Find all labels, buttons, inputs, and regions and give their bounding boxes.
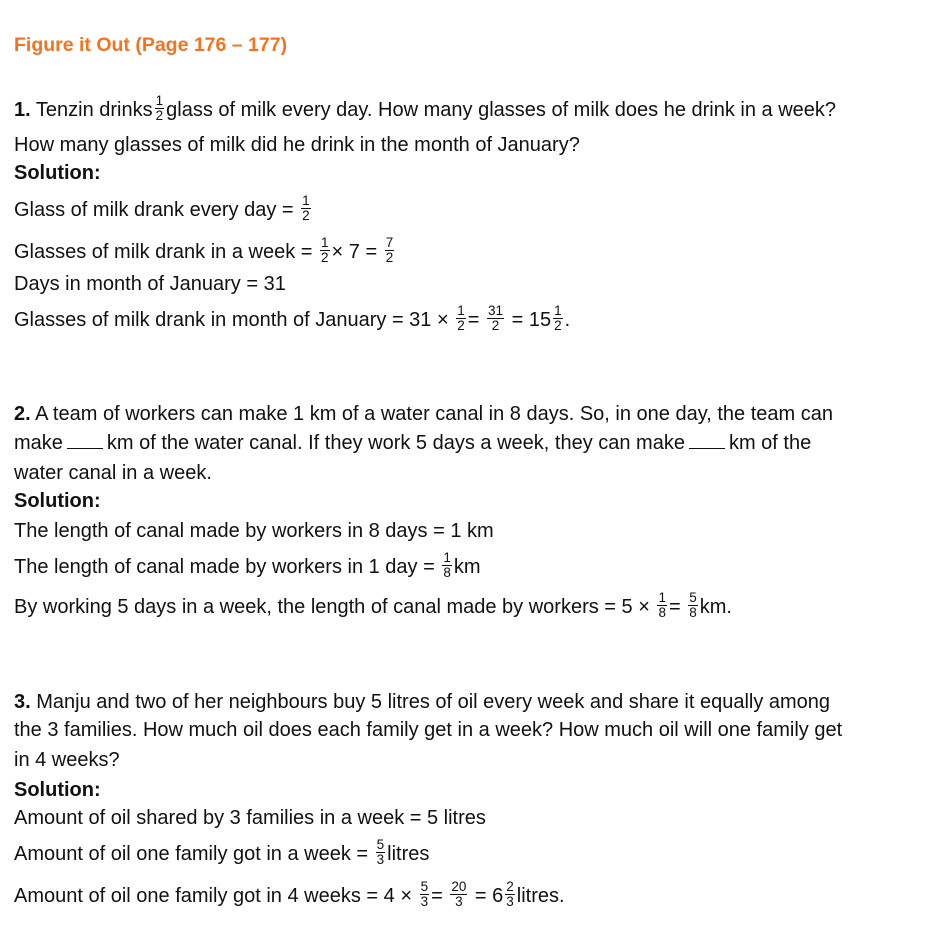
q1-text-a: Tenzin drinks — [35, 98, 153, 121]
answer-blank-1 — [67, 430, 103, 449]
q2-number: 2. — [14, 403, 31, 425]
fraction: $\frac{1}{2}$ — [302, 193, 310, 223]
q3-number: 3. — [14, 691, 31, 713]
q3-question-line-3: in 4 weeks? — [14, 749, 120, 771]
q1-question-line-1 — [14, 93, 837, 125]
q2-question-line-3: water canal in a week. — [14, 462, 212, 484]
fraction: $\frac{5}{3}$ — [376, 837, 385, 867]
fraction: $\frac{1}{2}$ — [321, 235, 329, 265]
q2-solution-line-1: The length of canal made by workers in 8 days = 1 km — [14, 520, 494, 542]
fraction: $\frac{7}{2}$ — [385, 235, 394, 265]
fraction: $\frac{2}{3}$ — [506, 879, 514, 909]
q2-question-line-1: 2. A team of workers can make 1 km of a water canal in 8 days. So, in one day, the team can — [14, 403, 833, 425]
fraction: $\frac{31}{2}$ — [488, 303, 504, 333]
fraction: $\frac{5}{3}$ — [420, 879, 429, 909]
q1-solution-line-2: Glasses of milk drank in a week = $\frac{1}{2}$ × 7 = $\frac{7}{2}$ — [14, 235, 394, 265]
fraction: $\frac{1}{8}$ — [443, 550, 451, 580]
q1-solution-line-3: Days in month of January = 31 — [14, 273, 286, 295]
q1-fraction: $\frac{1}{2}$ — [155, 93, 164, 123]
q3-question-line-2: the 3 families. How much oil does each family get in a week? How much oil will one family get — [14, 719, 843, 741]
q3-question-line-1: 3. Manju and two of her neighbours buy 5 litres of oil every week and share it equally among — [14, 691, 831, 713]
q2-solution-line-2: The length of canal made by workers in 1 day = $\frac{1}{8}$ km — [14, 550, 481, 580]
q1-number: 1. — [14, 98, 31, 121]
q1-question-line-2: How many glasses of milk did he drink in the month of January? — [14, 134, 580, 156]
q1-solution-line-1: Glass of milk drank every day = $\frac{1}{2}$ — [14, 193, 310, 223]
q1-text-b: glass of milk every day. How many glasses of milk does he drink in a week? — [166, 98, 837, 121]
fraction: $\frac{1}{2}$ — [457, 303, 465, 333]
answer-blank-2 — [689, 430, 725, 449]
q3-solution-line-1: Amount of oil shared by 3 families in a week = 5 litres — [14, 807, 486, 829]
fraction: $\frac{1}{8}$ — [658, 590, 666, 620]
q2-solution-label: Solution: — [14, 490, 101, 512]
q3-solution-label: Solution: — [14, 779, 101, 801]
fraction: $\frac{20}{3}$ — [451, 879, 467, 909]
q2-solution-line-3: By working 5 days in a week, the length of canal made by workers = 5 × $\frac{1}{8}$ = $\frac{5}{8}$ km. — [14, 590, 732, 620]
page-heading: Figure it Out (Page 176 – 177) — [14, 34, 288, 56]
fraction: $\frac{1}{2}$ — [554, 303, 562, 333]
q1-solution-line-4: Glasses of milk drank in month of January = 31 × $\frac{1}{2}$ = $\frac{31}{2}$ = 15 $\frac{1}{2}$ . — [14, 303, 571, 333]
q3-solution-line-3: Amount of oil one family got in 4 weeks = 4 × $\frac{5}{3}$ = $\frac{20}{3}$ = 6 $\frac{2}{3}$ litres. — [14, 879, 565, 909]
q3-solution-line-2: Amount of oil one family got in a week = $\frac{5}{3}$ litres — [14, 837, 430, 867]
fraction: $\frac{5}{8}$ — [689, 590, 697, 620]
q1-solution-label: Solution: — [14, 162, 101, 184]
q2-question-line-2: make km of the water canal. If they work 5 days a week, they can make km of the — [14, 432, 812, 454]
